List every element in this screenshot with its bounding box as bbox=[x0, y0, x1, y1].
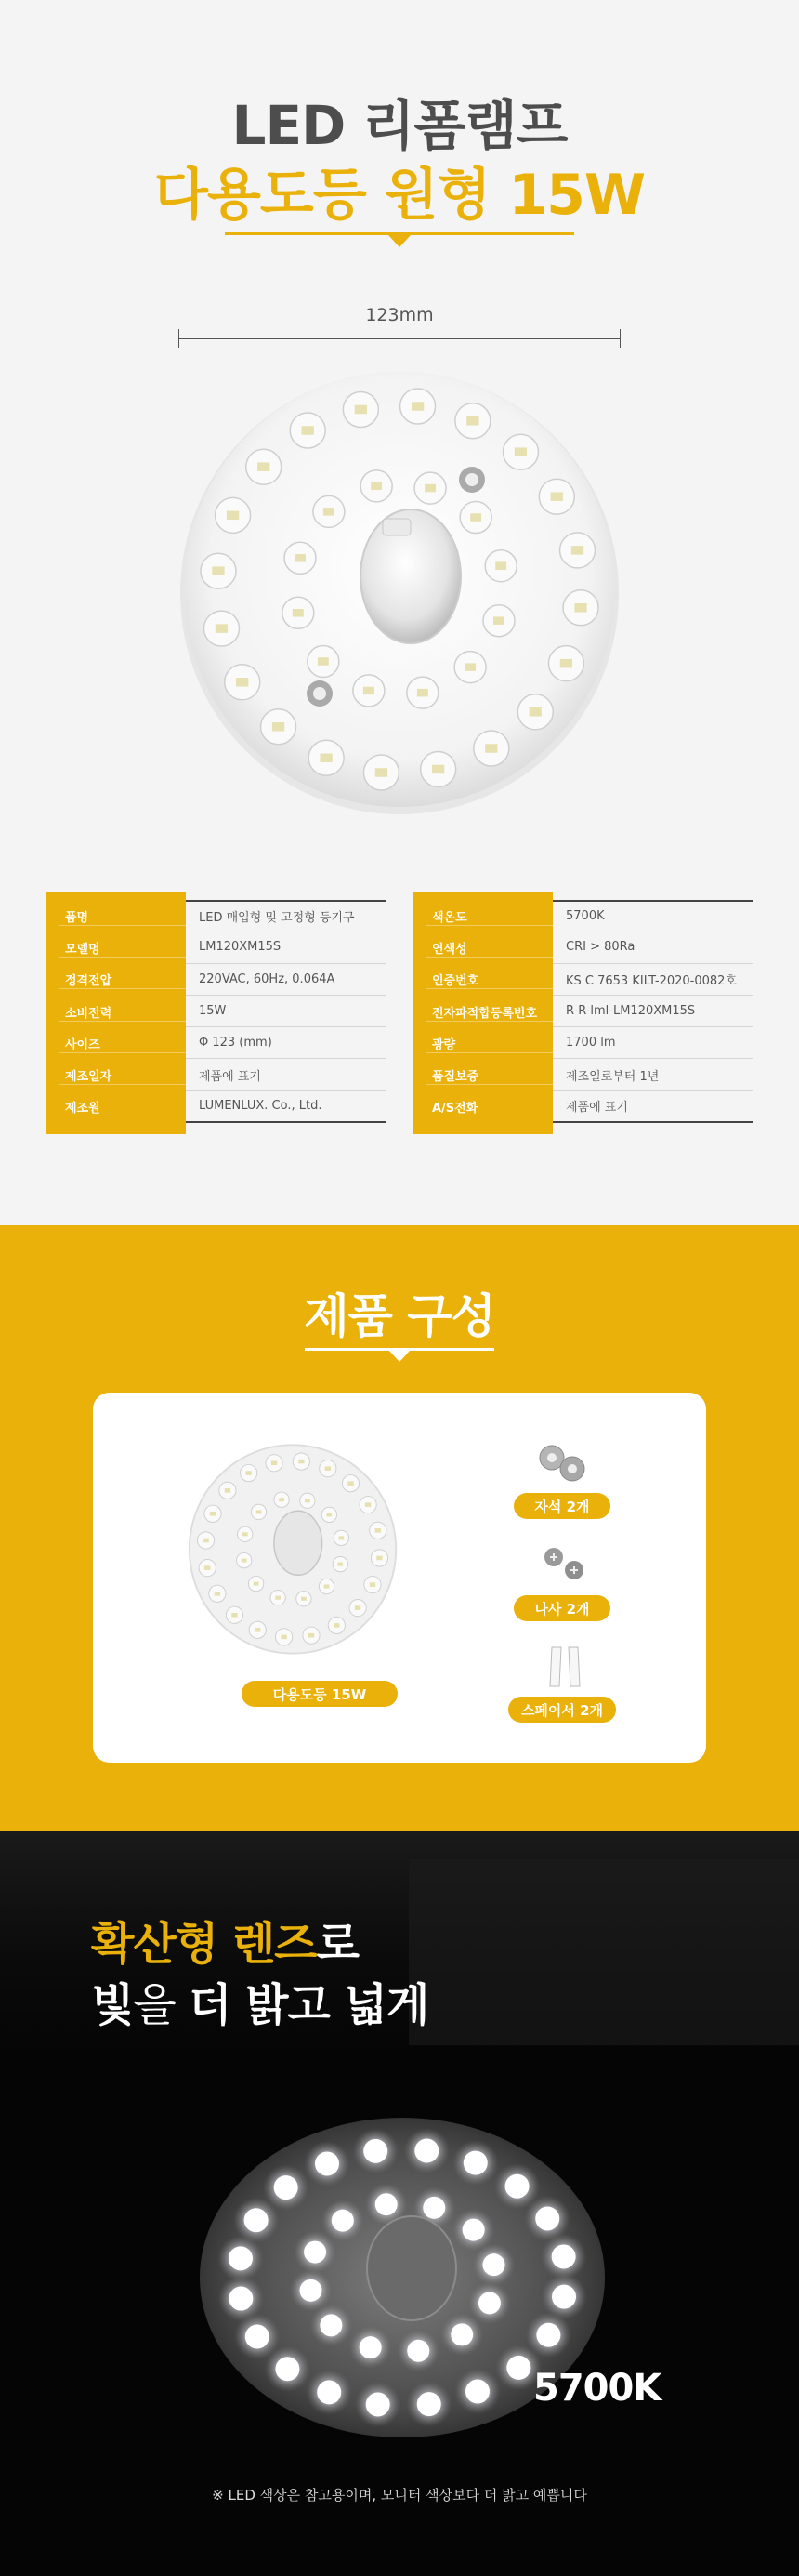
spacer-label: 스페이서 2개 bbox=[508, 1697, 616, 1723]
product-title: LED 리폼램프 bbox=[231, 94, 568, 157]
spec-row bbox=[413, 1091, 753, 1123]
spec-value: KS C 7653 KILT-2020-0082호 bbox=[553, 964, 753, 996]
composition-card bbox=[93, 1393, 706, 1763]
spec-key: 제조원 bbox=[65, 1102, 100, 1116]
spec-key: 품질보증 bbox=[413, 1066, 553, 1084]
screw-icon bbox=[537, 1544, 593, 1585]
feature-section bbox=[0, 1831, 799, 2576]
composition-section bbox=[0, 1225, 799, 1831]
spec-value: Φ 123 (mm) bbox=[186, 1027, 386, 1059]
spec-key: 연색성 bbox=[413, 939, 553, 957]
spec-key: 품명 bbox=[46, 907, 186, 925]
spec-row bbox=[413, 900, 753, 931]
spec-table-left bbox=[46, 892, 386, 1123]
title-caret-icon bbox=[388, 235, 411, 247]
spec-row bbox=[46, 931, 386, 963]
spec-row bbox=[413, 1059, 753, 1090]
spec-row bbox=[413, 964, 753, 996]
spacer-icon bbox=[537, 1644, 593, 1690]
spec-key: 정격전압 bbox=[46, 971, 186, 988]
product-subtitle: 다용도등 원형 15W bbox=[153, 163, 646, 228]
spec-value: 제품에 표기 bbox=[186, 1059, 386, 1090]
spec-row bbox=[413, 996, 753, 1027]
spec-value: 15W bbox=[186, 996, 386, 1027]
spec-row bbox=[46, 900, 386, 931]
spec-value: 220VAC, 60Hz, 0.064A bbox=[186, 964, 386, 996]
spec-row bbox=[413, 1027, 753, 1059]
spec-key: 인증번호 bbox=[413, 971, 553, 988]
color-temperature-label: 5700K bbox=[533, 2367, 661, 2410]
feature-headline-2: 빛을 더 밝고 넓게 bbox=[91, 1979, 429, 2031]
screw-label: 나사 2개 bbox=[514, 1595, 610, 1621]
spec-value: 1700 lm bbox=[553, 1027, 753, 1059]
spec-value: LUMENLUX. Co., Ltd. bbox=[186, 1091, 386, 1123]
led-module-image bbox=[177, 361, 622, 816]
dimension-label: 123mm bbox=[365, 305, 434, 325]
feature-headline-1: 확산형 렌즈로 bbox=[91, 1918, 359, 1970]
spec-key: 모델명 bbox=[46, 939, 186, 957]
spec-key: 색온도 bbox=[413, 907, 553, 925]
dimension-line bbox=[178, 338, 621, 339]
spec-value: 제조일로부터 1년 bbox=[553, 1059, 753, 1090]
spec-key: 광량 bbox=[413, 1035, 553, 1052]
spec-section bbox=[0, 892, 799, 1153]
composition-caret-icon bbox=[389, 1351, 410, 1362]
spec-row bbox=[46, 964, 386, 996]
magnet-label: 자석 2개 bbox=[514, 1493, 610, 1519]
spec-key: 제조일자 bbox=[46, 1066, 186, 1084]
hero-section bbox=[0, 0, 799, 874]
spec-key: 전자파적합등록번호 bbox=[413, 1003, 553, 1021]
spec-row bbox=[46, 1059, 386, 1090]
spec-value: CRI > 80Ra bbox=[553, 931, 753, 963]
spec-value: LM120XM15S bbox=[186, 931, 386, 963]
magnet-icon bbox=[531, 1441, 596, 1487]
led-module-thumbnail bbox=[186, 1437, 400, 1660]
spec-row bbox=[413, 931, 753, 963]
spec-key: 소비전력 bbox=[46, 1003, 186, 1021]
color-disclaimer: ※ LED 색상은 참고용이며, 모니터 색상보다 더 밝고 예쁩니다 bbox=[212, 2487, 587, 2503]
spec-value: LED 매입형 및 고정형 등기구 bbox=[186, 900, 386, 931]
spec-value: 제품에 표기 bbox=[553, 1091, 753, 1123]
spec-key: 사이즈 bbox=[46, 1035, 186, 1052]
spec-row bbox=[46, 1091, 386, 1123]
spec-row bbox=[46, 996, 386, 1027]
spec-row bbox=[46, 1027, 386, 1059]
main-unit-label: 다용도등 15W bbox=[242, 1681, 398, 1707]
dimension-tick-right bbox=[620, 329, 621, 348]
spec-table-right bbox=[413, 892, 753, 1123]
composition-title: 제품 구성 bbox=[304, 1289, 495, 1343]
spec-value: R-R-lml-LM120XM15S bbox=[553, 996, 753, 1027]
spec-value: 5700K bbox=[553, 900, 753, 931]
spec-key: A/S전화 bbox=[432, 1102, 478, 1116]
